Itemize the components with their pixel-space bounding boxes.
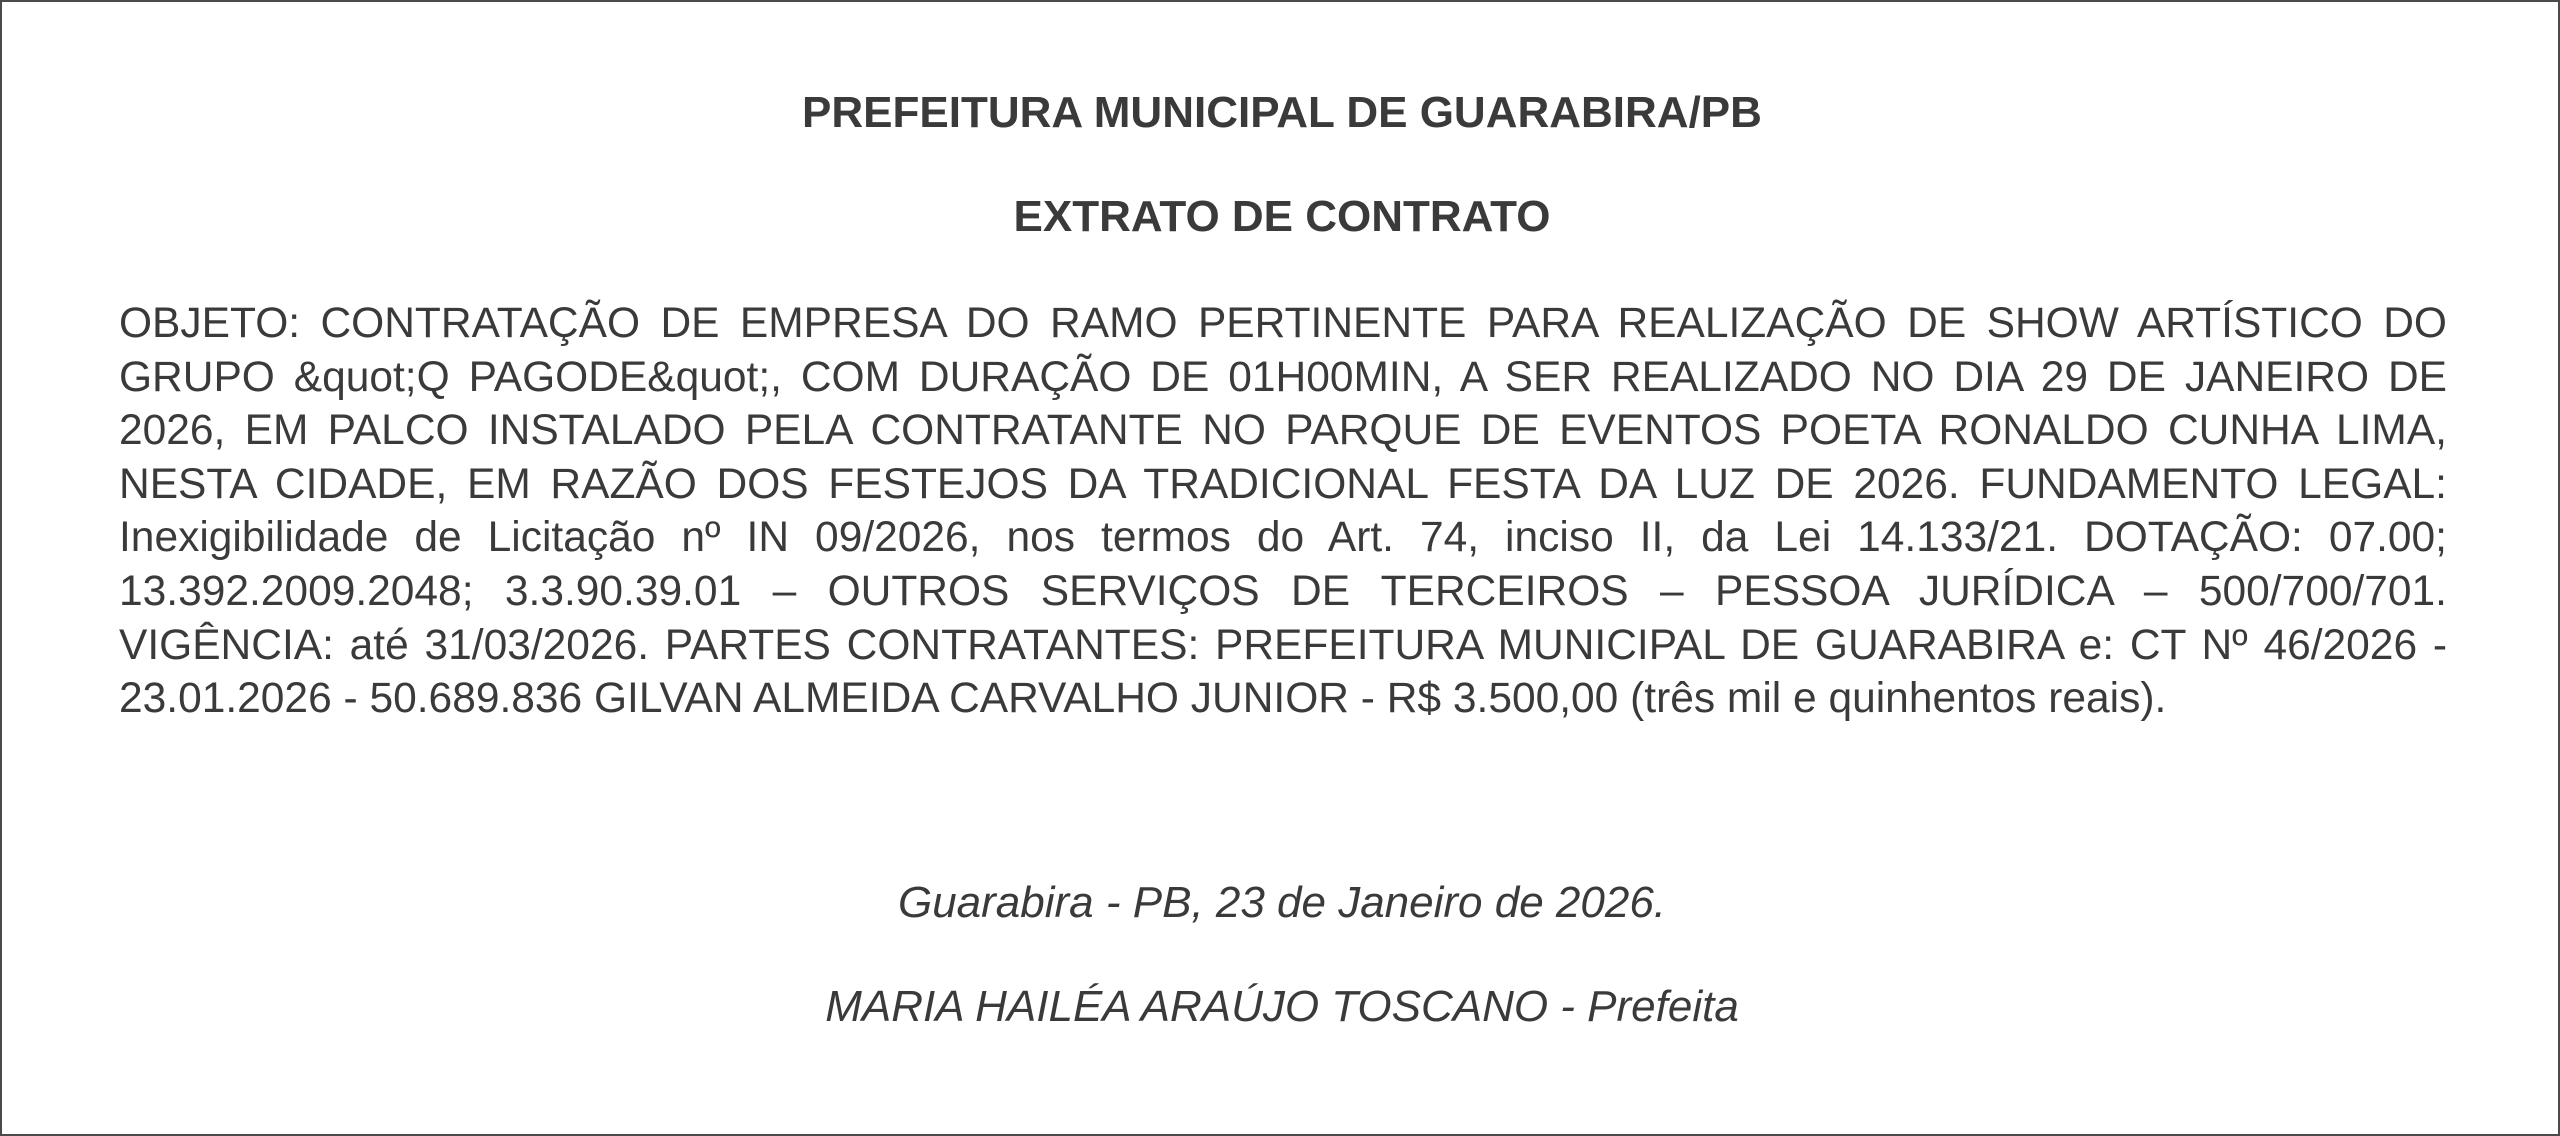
organization-title: PREFEITURA MUNICIPAL DE GUARABIRA/PB — [802, 88, 1762, 137]
signature-line: MARIA HAILÉA ARAÚJO TOSCANO - Prefeita — [825, 982, 1739, 1031]
contract-body-text: OBJETO: CONTRATAÇÃO DE EMPRESA DO RAMO PERTINENTE PARA REALIZAÇÃO DE SHOW ARTÍSTICO DO GRUPO &quot;Q PAGODE&quot;, COM DURAÇÃO DE 01H00MIN, A SER REALIZADO NO DIA 29 DE JANEIRO DE 2026, EM PALCO INSTALADO PELA CONTRATANTE NO PARQUE DE EVENTOS POETA RONALDO CUNHA LIMA, NESTA CIDADE, EM RAZÃO DOS FESTEJOS DA TRADICIONAL FESTA DA LUZ DE 2026. FUNDAMENTO LEGAL: Inexigibilidade de Licitação nº IN 09/2026, nos termos do Art. 74, inciso II, da Lei 14.133/21. DOTAÇÃO: 07.00; 13.392.2009.2048; 3.3.90.39.01 – OUTROS SERVIÇOS DE TERCEIROS – PESSOA JURÍDICA – 500/700/701. VIGÊNCIA: até 31/03/2026. PARTES CONTRATANTES: PREFEITURA MUNICIPAL DE GUARABIRA e: CT Nº 46/2026 - 23.01.2026 - 50.689.836 GILVAN ALMEIDA CARVALHO JUNIOR - R$ 3.500,00 (três mil e quinhentos reais). — [119, 300, 2447, 723]
document-title: EXTRATO DE CONTRATO — [1013, 192, 1551, 241]
place-and-date: Guarabira - PB, 23 de Janeiro de 2026. — [897, 878, 1667, 927]
